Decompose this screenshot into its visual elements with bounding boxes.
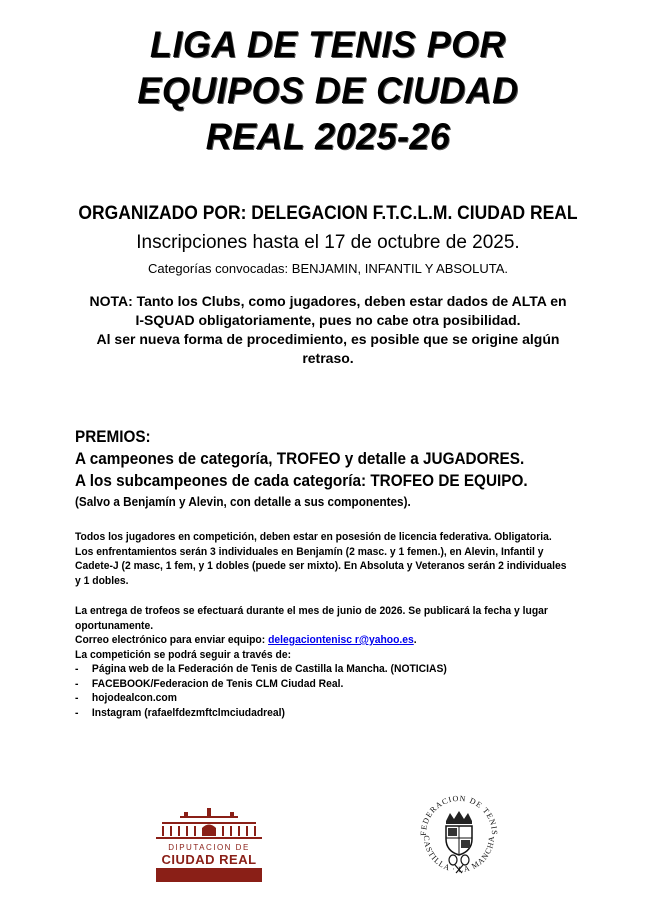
delivery-line: La entrega de trofeos se efectuará durante el mes de junio de 2026. Se publicará la fecha y lugar <box>75 605 548 617</box>
prizes-heading: PREMIOS: <box>75 427 151 446</box>
note-line: retraso. <box>302 350 354 366</box>
follow-item <box>75 662 583 677</box>
follow-item-text: Página web de la Federación de Tenis de Castilla la Mancha. (NOTICIAS) <box>91 663 447 675</box>
prize-runners-up: A los subcampeones de cada categoría: TROFEO DE EQUIPO. <box>75 471 528 490</box>
email-label: Correo electrónico para enviar equipo: <box>75 634 269 646</box>
logo-right-bottom-text: CASTILLA · LA MANCHA <box>421 835 497 875</box>
license-line: Todos los jugadores en competición, deben estar en posesión de licencia federativa. Obligatoria. <box>75 531 552 543</box>
crown-icon <box>446 811 472 824</box>
license-line: Los enfrentamientos serán 3 individuales en Benjamín (2 masc. y 1 femen.), en Alevin, Infantil y <box>75 545 544 558</box>
logo-left-line2: CIUDAD REAL <box>161 852 257 867</box>
follow-item <box>75 691 583 706</box>
follow-item-text: Instagram (rafaelfdezmftclmciudadreal) <box>91 706 285 719</box>
bullet-dash: - <box>75 692 79 704</box>
delivery-paragraph <box>75 604 583 633</box>
license-line: y 1 dobles. <box>75 574 129 587</box>
email-line <box>75 633 583 648</box>
email-suffix: . <box>413 634 417 646</box>
follow-item <box>75 677 583 692</box>
email-link[interactable]: delegaciontenisc r@yahoo.es <box>268 634 414 646</box>
bullet-dash: - <box>75 663 79 675</box>
follow-label: La competición se podrá seguir a través de: <box>75 648 292 661</box>
logo-left-line1: DIPUTACION DE <box>168 843 250 852</box>
page-title <box>10 22 646 160</box>
prize-champions: A campeones de categoría, TROFEO y detalle a JUGADORES. <box>75 449 525 468</box>
note-block <box>0 292 656 368</box>
categories: Categorías convocadas: BENJAMIN, INFANTIL Y ABSOLUTA. <box>147 261 509 276</box>
follow-item-text: FACEBOOK/Federacion de Tenis CLM Ciudad Real. <box>91 677 344 690</box>
prizes-section <box>75 426 528 512</box>
diputacion-logo <box>150 808 268 884</box>
title-line-2: EQUIPOS DE CIUDAD <box>137 70 519 111</box>
building-icon <box>156 808 262 839</box>
license-paragraph <box>75 530 583 588</box>
delivery-line: oportunamente. <box>75 619 154 632</box>
follow-item <box>75 706 583 721</box>
logo-bar <box>156 868 262 882</box>
note-line: NOTA: Tanto los Clubs, como jugadores, deben estar dados de ALTA en <box>89 293 567 309</box>
follow-item-text: hojodealcon.com <box>91 692 177 704</box>
bullet-dash: - <box>75 706 79 719</box>
prize-exception: (Salvo a Benjamín y Alevin, con detalle a sus componentes). <box>75 494 411 509</box>
note-line: Al ser nueva forma de procedimiento, es posible que se origine algún <box>96 331 560 347</box>
title-line-1: LIGA DE TENIS POR <box>150 24 506 65</box>
logo-right-top-text: FEDERACION DE TENIS <box>418 793 500 836</box>
federacion-logo <box>410 785 508 883</box>
bullet-dash: - <box>75 677 79 690</box>
organizer: ORGANIZADO POR: DELEGACION F.T.C.L.M. CIUDAD REAL <box>78 203 578 224</box>
shield-icon <box>446 826 472 855</box>
note-line: I-SQUAD obligatoriamente, pues no cabe otra posibilidad. <box>135 312 521 328</box>
rules-text <box>75 530 583 720</box>
inscription-deadline: Inscripciones hasta el 17 de octubre de 2025. <box>136 232 520 253</box>
license-line: Cadete-J (2 masc, 1 fem, y 1 dobles (puede ser mixto). En Absoluta y Veteranos serán 2 individuales <box>75 560 567 572</box>
title-line-3: REAL 2025-26 <box>205 116 451 157</box>
